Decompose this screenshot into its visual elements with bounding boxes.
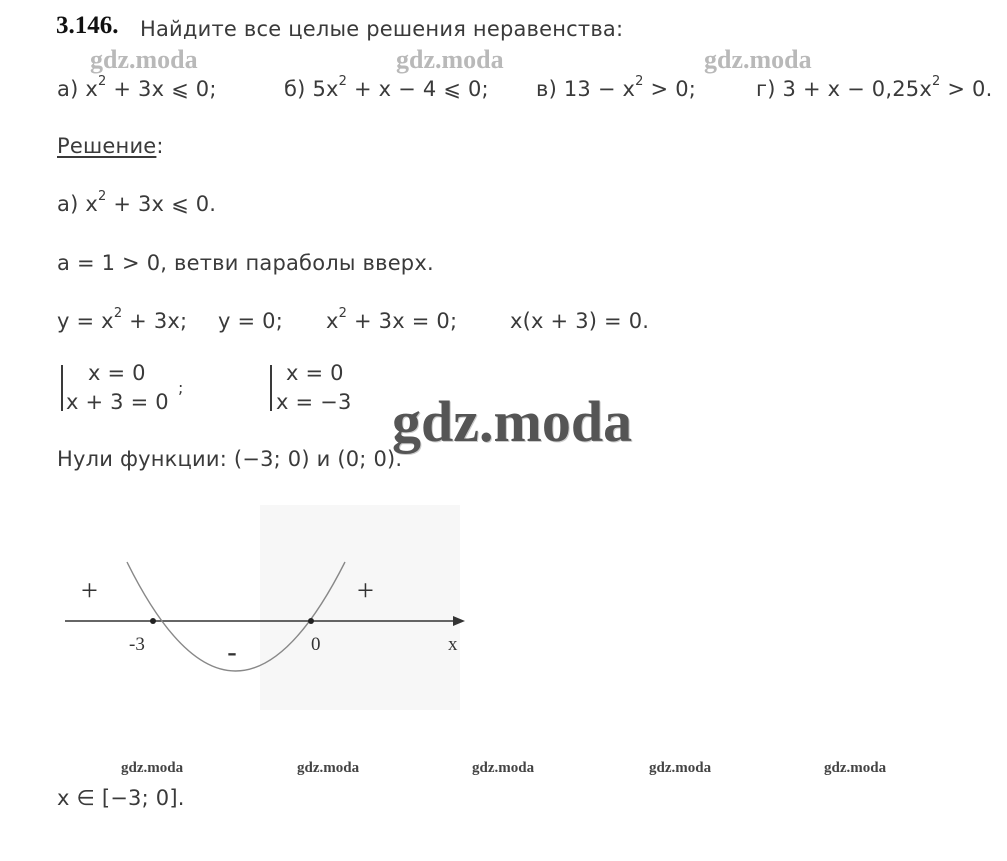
watermark-small: gdz.moda [121, 760, 184, 776]
zero-point-neg3 [150, 618, 156, 624]
problem-statement: Найдите все целые решения неравенства: [140, 17, 624, 41]
answer-line: x ∈ [−3; 0]. [57, 786, 185, 810]
axis-label-x: x [448, 634, 458, 655]
watermark-small: gdz.moda [472, 760, 535, 776]
solution-line-1: а) $x^2 + 3x$ ⩽ 0. [57, 189, 217, 216]
task-d: г) $3 + x - 0,25x^2 > 0$. [756, 74, 993, 101]
task-a: а) $x^2 + 3x$ ⩽ 0; [57, 74, 217, 101]
task-b: б) $5x^2 + x - 4$ ⩽ 0; [284, 74, 489, 101]
solution-line-3-part-1: $y = x^2 + 3x$; [57, 306, 188, 333]
system-bracket [61, 365, 63, 411]
system-bracket [270, 365, 272, 411]
solution-line-2: a = 1 > 0, ветви параболы вверх. [57, 251, 434, 275]
solution-line-3-part-4: x(x + 3) = 0. [510, 309, 650, 333]
zeros-line: Нули функции: (−3; 0) и (0; 0). [57, 447, 403, 471]
problem-number: 3.146. [56, 12, 119, 39]
system-2-row-1: x = 0 [286, 361, 344, 385]
watermark-small: gdz.moda [824, 760, 887, 776]
system-1-row-1: x = 0 [88, 361, 146, 385]
zero-point-0 [308, 618, 314, 624]
system-1-row-2: x + 3 = 0 [66, 390, 169, 414]
sign-minus: - [227, 636, 237, 669]
solution-line-3-part-2: y = 0; [218, 309, 284, 333]
watermark: gdz.moda [90, 45, 198, 74]
system-2-row-2: x = −3 [276, 390, 352, 414]
task-c: в) $13 - x^2 > 0$; [536, 74, 697, 101]
watermark-small: gdz.moda [649, 760, 712, 776]
tick-label-0: 0 [311, 634, 321, 655]
solution-heading: Решение: [57, 134, 164, 158]
sign-plus-right: + [357, 574, 374, 607]
graph-background [260, 505, 460, 710]
parabola-graph [55, 500, 475, 710]
solution-line-3-part-3: $x^2 + 3x = 0$; [326, 306, 458, 333]
watermark: gdz.moda [704, 45, 812, 74]
tick-label-neg3: -3 [129, 634, 145, 655]
sign-plus-left: + [81, 574, 98, 607]
watermark-small: gdz.moda [297, 760, 360, 776]
watermark: gdz.moda [396, 45, 504, 74]
system-separator: ; [178, 378, 184, 397]
watermark-large: gdz.moda [392, 389, 633, 454]
